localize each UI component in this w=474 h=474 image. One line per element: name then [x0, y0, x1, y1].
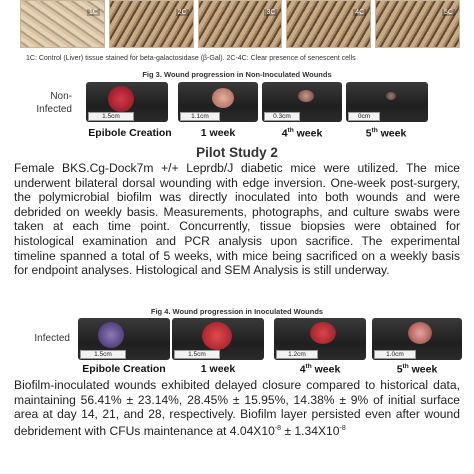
row-label-line2: Infected [36, 104, 72, 115]
wound-photo-infected-week5 [372, 318, 462, 360]
wound-photo-noninfected-week5 [346, 82, 428, 122]
row-label-line1: Non- [50, 91, 72, 102]
timepoint-label [274, 363, 366, 376]
tissue-image-strip [20, 0, 460, 52]
fig4-row-label: Infected [34, 333, 70, 344]
week-number: 5 [396, 363, 403, 376]
ruler-label: 0cm [348, 112, 380, 121]
fig4-title: Fig 4. Wound progression in Inoculated Wounds [150, 307, 324, 316]
tissue-panel-3c [198, 0, 283, 48]
timepoint-label: Epibole Creation [82, 363, 166, 375]
results-text: ± 1.34X10 [281, 423, 340, 438]
week-suffix: th [402, 363, 409, 370]
tissue-panel-4c [286, 0, 371, 48]
panel-label: 2C [177, 9, 187, 16]
week-word: week [377, 127, 407, 140]
results-paragraph [14, 378, 460, 438]
exponent: -8 [339, 424, 346, 432]
week-number: 5 [365, 127, 372, 140]
tissue-panel-5c [375, 0, 460, 48]
timepoint-label: 1 week [200, 363, 236, 375]
wound-photo-noninfected-week4 [262, 82, 342, 122]
timepoint-label: Epibole Creation [88, 127, 172, 139]
ruler-label: 1.5cm [80, 350, 126, 359]
wound-photo-infected-week1 [172, 318, 264, 360]
ruler-label: 1.1cm [180, 112, 220, 121]
panel-label: 3C [266, 9, 276, 16]
results-text: Biofilm-inoculated wounds exhibited delayed closure compared to historical data, maintaining 56.41% ± 23.14%, 28.45% ± 15.95%, 14.38% ± 9% of initial surface area at day 14, 21, and 28, respectively. Biofilm layer persisted even after wound debridement with CFUs maintenance at 4.04X10 [14, 378, 460, 438]
wound-photo-noninfected-epibole [86, 82, 168, 122]
tissue-panel-1c [20, 0, 105, 48]
week-word: week [408, 363, 438, 376]
timepoint-label: 1 week [200, 127, 236, 139]
week-suffix: th [371, 127, 378, 134]
panel-label: 1C [88, 9, 98, 16]
wound-photo-infected-epibole [78, 318, 170, 360]
fig3-row-label [10, 90, 72, 116]
ruler-label: 1.2cm [276, 350, 318, 359]
wound-photo-infected-week4 [274, 318, 366, 360]
section-heading: Pilot Study 2 [196, 145, 278, 160]
wound-photo-noninfected-week1 [178, 82, 258, 122]
week-number: 4 [281, 127, 288, 140]
tissue-panel-2c [109, 0, 194, 48]
panel-label: 5C [444, 9, 453, 16]
fig2-caption: 1C: Control (Liver) tissue stained for beta-galactosidase (β-Gal). 2C-4C: Clear presence of senescent cells [26, 55, 356, 62]
week-suffix: th [305, 363, 312, 370]
fig3-title: Fig 3. Wound progression in Non-Inoculated Wounds [142, 70, 332, 79]
ruler-label: 1.5cm [88, 112, 134, 121]
timepoint-label [258, 127, 346, 140]
week-word: week [293, 127, 323, 140]
week-word: week [311, 363, 341, 376]
ruler-label: 1.0cm [374, 350, 416, 359]
methods-paragraph: Female BKS.Cg-Dock7m +/+ Leprdb/J diabetic mice were utilized. The mice underwent bilateral dorsal wounding with edge inversion. One-week post-surgery, the polymicrobial biofilm was directly inoculated into both wounds and were debrided on weekly basis. Measurements, photographs, and culture swabs were taken at each time point. Concurrently, tissue biopsies were obtained for histological examination and PCR analysis upon sacrifice. The experimental timeline spanned a total of 5 weeks, with mice being sacrificed on a weekly basis for endpoint analyses. Histological and SEM Analysis is still underway. [14, 161, 460, 278]
ruler-label: 0.3cm [264, 112, 300, 121]
ruler-label: 1.5cm [174, 350, 220, 359]
timepoint-label [342, 127, 430, 140]
timepoint-label [372, 363, 462, 376]
panel-label: 4C [355, 9, 365, 16]
exponent: -8 [274, 424, 282, 432]
week-number: 4 [299, 363, 306, 376]
week-suffix: th [287, 127, 294, 134]
